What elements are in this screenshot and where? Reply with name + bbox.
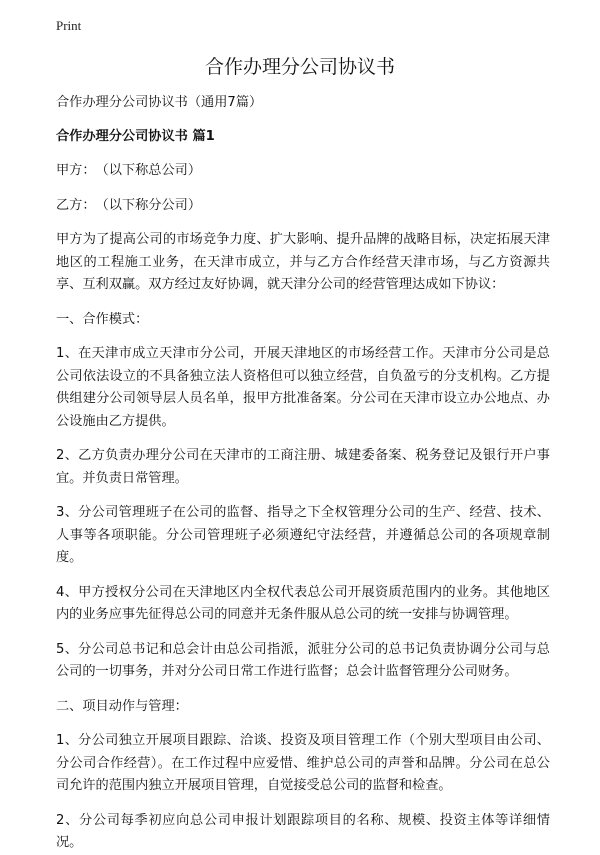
- print-label[interactable]: Print: [56, 18, 82, 33]
- clause-1-5: 5、分公司总书记和总会计由总公司指派，派驻分公司的总书记负责协调分公司与总公司的一切事务，并对分公司日常工作进行监督；总会计监督管理分公司财务。: [56, 641, 550, 679]
- document-subtitle: 合作办理分公司协议书（通用7篇）: [56, 95, 263, 110]
- intro-paragraph: 甲方为了提高公司的市场竞争力度、扩大影响、提升品牌的战略目标，决定拓展天津地区的工程施工业务，在天津市成立，并与乙方合作经营天津市场，与乙方资源共享、互利双赢。双方经过友好协调，就天津分公司的经营管理达成如下协议：: [56, 232, 550, 292]
- clause-1-1: 1、在天津市成立天津市分公司，开展天津地区的市场经营工作。天津市分公司是总公司依法设立的不具备独立法人资格但可以独立经营，自负盈亏的分支机构。乙方提供组建分公司领导层人员名单，报甲方批准备案。分公司在天津市设立办公地点、办公设施由乙方提供。: [56, 346, 550, 429]
- heading-project-operation: 二、项目动作与管理：: [56, 698, 188, 714]
- heading-cooperation-mode: 一、合作模式：: [56, 311, 149, 327]
- clause-1-3: 3、分公司管理班子在公司的监督、指导之下全权管理分公司的生产、经营、技术、人事等各项职能。分公司管理班子必须遵纪守法经营，并遵循总公司的各项规章制度。: [56, 505, 550, 565]
- party-b: 乙方： （以下称分公司）: [56, 197, 202, 213]
- clause-2-1: 1、分公司独立开展项目跟踪、洽谈、投资及项目管理工作（个别大型项目由公司、分公司合作经营）。在工作过程中应爱惜、维护总公司的声誉和品牌。分公司在总公司允许的范围内独立开展项目管理，自觉接受总公司的监督和检查。: [56, 733, 550, 793]
- document-body: [56, 92, 550, 855]
- section-heading: 合作办理分公司协议书 篇1: [56, 128, 215, 144]
- party-a: 甲方： （以下称总公司）: [56, 163, 202, 178]
- document-title: 合作办理分公司协议书: [204, 56, 395, 78]
- clause-1-2: 2、乙方负责办理分公司在天津市的工商注册、城建委备案、税务登记及银行开户事宜。并负责日常管理。: [56, 448, 550, 486]
- clause-1-4: 4、甲方授权分公司在天津地区内全权代表总公司开展资质范围内的业务。其他地区内的业务应事先征得总公司的同意并无条件服从总公司的统一安排与协调管理。: [56, 584, 550, 622]
- clause-2-2: 2、分公司每季初应向总公司申报计划跟踪项目的名称、规模、投资主体等详细情况。: [56, 812, 550, 850]
